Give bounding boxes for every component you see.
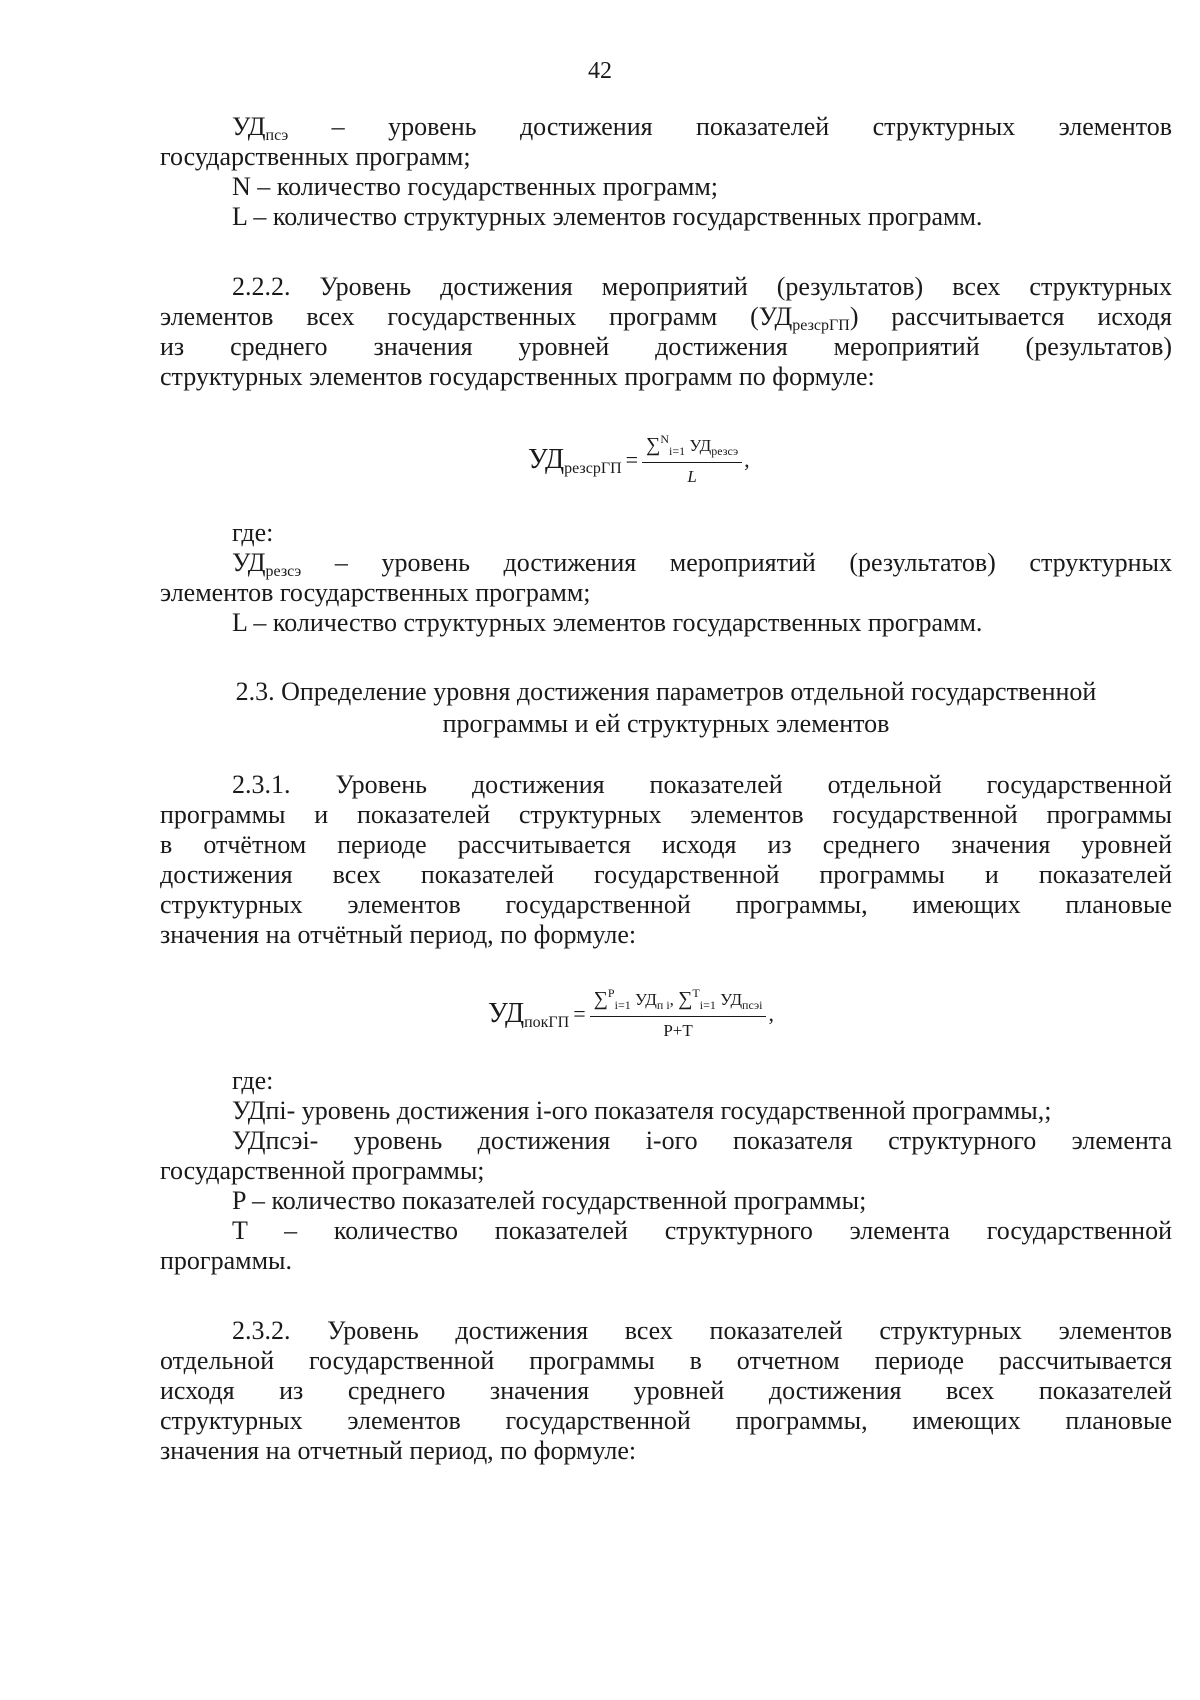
text-line: структурных элементов государственной программы, имеющих плановые xyxy=(160,1406,1172,1435)
text-line: государственных программ; xyxy=(160,142,471,171)
text-line: 2.3.1. Уровень достижения показателей отдельной государственной xyxy=(232,770,1172,799)
text-line: достижения всех показателей государственной программы и показателей xyxy=(160,860,1172,889)
text-line: 2.3.2. Уровень достижения всех показателей структурных элементов xyxy=(232,1316,1172,1345)
paragraph-2-3-2 xyxy=(160,1316,1172,1466)
definitions-block-2 xyxy=(160,518,1172,638)
formula-udrezsrgp: $УД_{резсрГП}$ = $\frac{\sum^N_{i=1} УД_{резсэ}}{L}$ , xyxy=(528,432,750,486)
text-line: элементов государственных программ; xyxy=(160,578,591,607)
section-heading-2-3: 2.3. Определение уровня достижения параметров отдельной государственной программы и ей структурных элементов xyxy=(235,677,1097,738)
definition-udpsei: УДпсэi- уровень достижения i-ого показателя структурного элемента xyxy=(232,1126,1172,1155)
text-line: в отчётном периоде рассчитывается исходя из среднего значения уровней xyxy=(160,830,1172,859)
text-line: государственной программы; xyxy=(160,1156,485,1185)
formula-udpokgp: $УД_{покГП}$ = $\frac{\sum^P_{i=1} УД_{п i}, \sum^T_{i=1} УД_{псэi}}{P+T}$ , xyxy=(488,986,774,1040)
definition-p: P – количество показателей государственной программы; xyxy=(232,1186,867,1215)
formula-fraction: $\frac{\sum^P_{i=1} УД_{п i}, \sum^T_{i=1} УД_{псэi}}{P+T}$ xyxy=(590,986,767,1041)
formula-fraction: $\frac{\sum^N_{i=1} УД_{резсэ}}{L}$ xyxy=(642,432,742,487)
definitions-block-3 xyxy=(160,1066,1172,1276)
definitions-block-1 xyxy=(160,112,1172,232)
text-line: 2.2.2. Уровень достижения мероприятий (результатов) всех структурных xyxy=(232,272,1172,301)
text-line: из среднего значения уровней достижения мероприятий (результатов) xyxy=(160,332,1172,361)
text-line: значения на отчётный период, по формуле: xyxy=(160,920,637,949)
text-line: исходя из среднего значения уровней достижения всех показателей xyxy=(160,1376,1172,1405)
where-label: где: xyxy=(232,518,274,547)
definition-t: T – количество показателей структурного элемента государственной xyxy=(232,1216,1172,1245)
definition-udrezse: $УД_{резсэ}$ – уровень достижения мероприятий (результатов) структурных xyxy=(232,548,1172,580)
text-line: структурных элементов государственных программ по формуле: xyxy=(160,362,875,391)
definition-udpse: $УД_{псэ}$ – уровень достижения показателей структурных элементов xyxy=(232,112,1172,144)
definition-l: L – количество структурных элементов государственных программ. xyxy=(232,608,983,637)
paragraph-2-3-1 xyxy=(160,770,1172,950)
definition-udpi: УДпi- уровень достижения i-ого показателя государственной программы,; xyxy=(232,1096,1052,1125)
text-line: элементов всех государственных программ $(УД_{резсрГП})$ рассчитывается исходя xyxy=(160,302,1172,334)
definition-l: L – количество структурных элементов государственных программ. xyxy=(232,202,983,231)
definition-n: N – количество государственных программ; xyxy=(232,172,719,201)
text-line: структурных элементов государственной программы, имеющих плановые xyxy=(160,890,1172,919)
text-line: отдельной государственной программы в отчетном периоде рассчитывается xyxy=(160,1346,1172,1375)
text-line: программы. xyxy=(160,1246,292,1275)
text-line: программы и показателей структурных элементов государственной программы xyxy=(160,800,1172,829)
text-line: значения на отчетный период, по формуле: xyxy=(160,1436,637,1465)
paragraph-2-2-2 xyxy=(160,272,1172,392)
page-number: 42 xyxy=(588,58,612,84)
where-label: где: xyxy=(232,1066,274,1095)
